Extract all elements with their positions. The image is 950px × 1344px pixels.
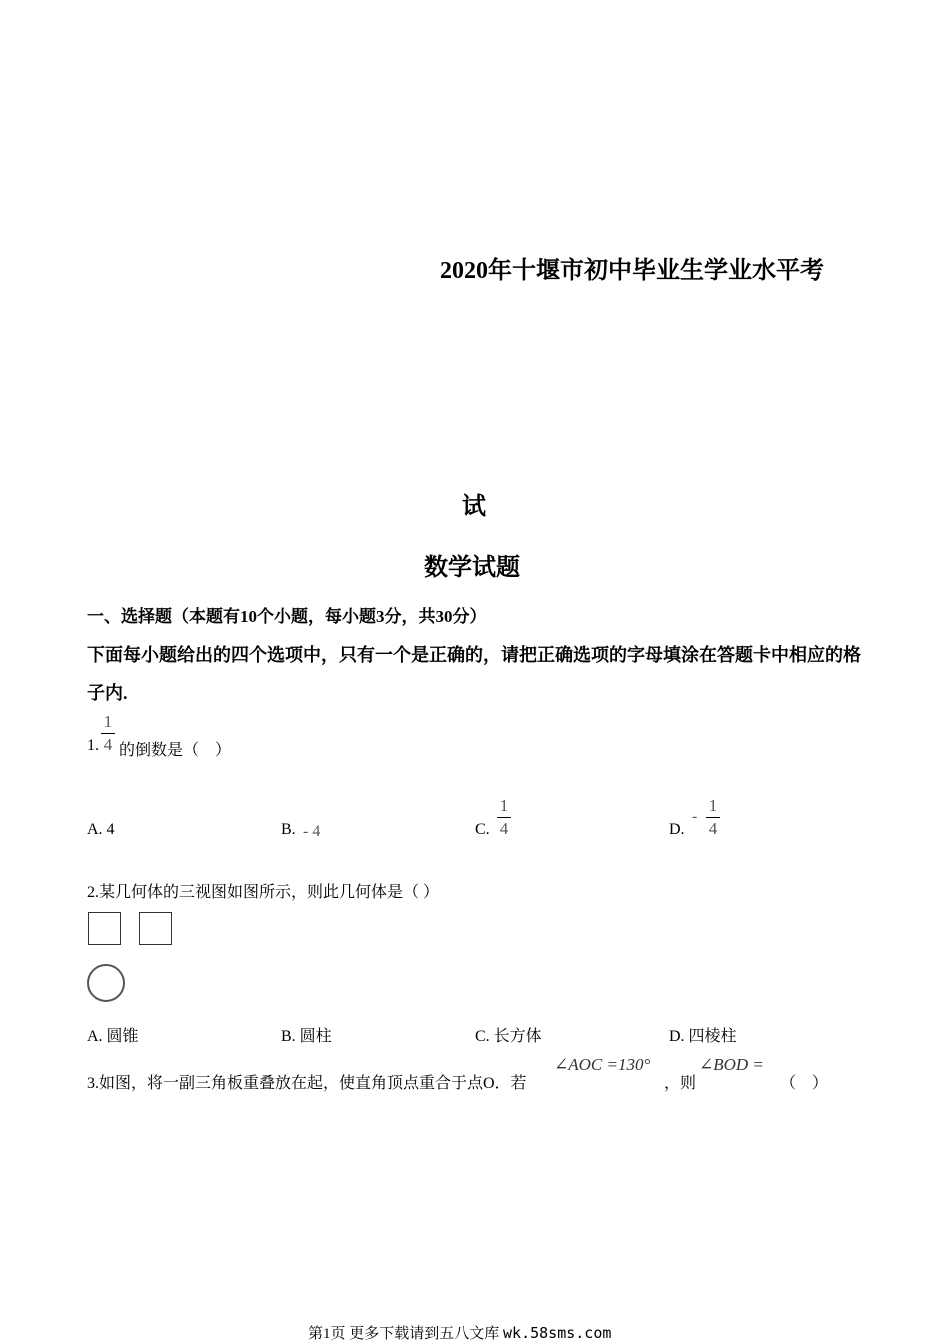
section-instruction: 下面每小题给出的四个选项中，只有一个是正确的，请把正确选项的字母填涂在答题卡中相应的格子内. (87, 645, 861, 703)
q3-angle-aoc: ∠AOC =130° (554, 1055, 651, 1074)
q1-frac-den: 4 (103, 735, 113, 754)
q1-option-d-den: 4 (708, 819, 718, 838)
q2-text: 2.某几何体的三视图如图所示，则此几何体是（ ） (87, 884, 440, 901)
q1-option-c-num: 1 (499, 796, 509, 815)
q1-fraction (101, 711, 115, 756)
q1-frac-num: 1 (103, 712, 113, 731)
q3-text-a: 3.如图，将一副三角板重叠放在起，使直角顶点重合于点O．若 (87, 1075, 527, 1092)
q1-text: 的倒数是（ ） (119, 742, 232, 759)
q2-option-a: A. 圆锥 (87, 1028, 139, 1045)
exam-title-continued: 试 (462, 494, 486, 520)
q2-option-c: C. 长方体 (475, 1028, 542, 1045)
q1-option-d-sign: - (692, 808, 698, 825)
q1-option-d-fraction (706, 795, 720, 840)
q1-option-c-fraction (497, 795, 511, 840)
q2-option-b: B. 圆柱 (281, 1028, 332, 1045)
q1-option-c-letter: C. (475, 821, 490, 838)
footer-text: 更多下载请到五八文库 (349, 1326, 500, 1342)
q1-option-b-letter: B. (281, 821, 296, 838)
q3-angle-bod: ∠BOD = (699, 1055, 764, 1074)
q1-option-d-num: 1 (708, 796, 718, 815)
footer-url: wk.58sms.com (503, 1324, 612, 1342)
q3-text-b: ，则 (664, 1075, 697, 1092)
front-view-square (88, 912, 121, 945)
page-number: 第1页 (308, 1326, 346, 1342)
section-heading: 一、选择题（本题有10个小题，每小题3分，共30分） (87, 607, 487, 626)
q1-number: 1. (87, 737, 99, 754)
top-view-circle (87, 964, 125, 1002)
q1-option-a: A. 4 (87, 821, 115, 838)
q1-option-c-den: 4 (499, 819, 509, 838)
page-footer (308, 1322, 611, 1343)
q1-option-b-value: - 4 (303, 823, 321, 840)
q1-option-d-letter: D. (669, 821, 685, 838)
exam-subtitle: 数学试题 (424, 555, 520, 581)
exam-title: 2020年十堰市初中毕业生学业水平考 (440, 258, 824, 284)
side-view-square (139, 912, 172, 945)
q2-option-d: D. 四棱柱 (669, 1028, 737, 1045)
q3-text-c: （ ） (780, 1075, 829, 1092)
